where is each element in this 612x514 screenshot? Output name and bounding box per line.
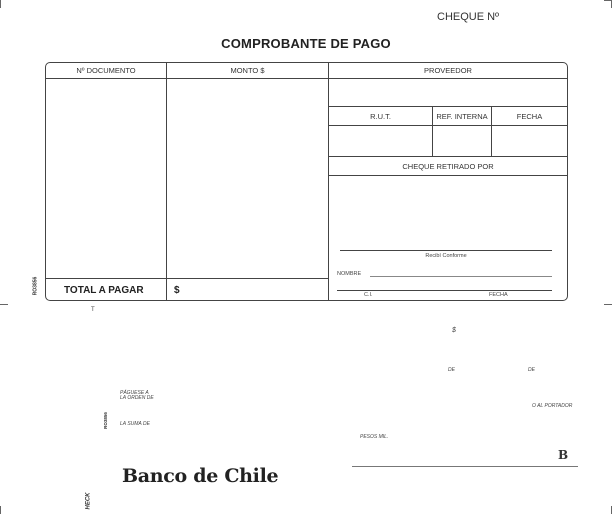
crop-mark bbox=[0, 506, 1, 514]
cheque-dollar-sign: $ bbox=[452, 327, 456, 334]
nombre-label: NOMBRE bbox=[337, 271, 362, 277]
recibi-conforme-label: Recibí Conforme bbox=[425, 253, 467, 259]
suma-label: LA SUMA DE bbox=[120, 421, 150, 427]
divider bbox=[329, 156, 567, 157]
column-header-rut: R.U.T. bbox=[370, 112, 391, 121]
crop-mark bbox=[0, 304, 8, 305]
divider bbox=[329, 125, 567, 126]
column-header-documento: Nº DOCUMENTO bbox=[76, 66, 136, 75]
divider bbox=[329, 106, 567, 107]
column-header-monto: MONTO $ bbox=[230, 66, 265, 75]
cheque-side-code: RO3856 bbox=[102, 412, 108, 429]
ci-label: C.I. bbox=[364, 292, 373, 298]
pesos-label: PESOS MIL. bbox=[360, 434, 389, 440]
payment-table bbox=[45, 62, 568, 301]
divider bbox=[166, 63, 167, 301]
paguese-label-line2: LA ORDEN DE bbox=[120, 395, 154, 401]
side-code: RO3856 bbox=[32, 276, 39, 296]
ci-fecha-line bbox=[337, 290, 552, 291]
column-header-proveedor: PROVEEDOR bbox=[424, 66, 472, 75]
crop-mark bbox=[604, 304, 612, 305]
cheque-retirado-label: CHEQUE RETIRADO POR bbox=[402, 162, 494, 171]
bank-logo-icon: B bbox=[558, 448, 569, 462]
crop-mark bbox=[0, 0, 1, 8]
divider bbox=[46, 278, 328, 279]
de-label: DE bbox=[448, 367, 455, 373]
al-portador-label: O AL PORTADOR bbox=[532, 403, 573, 409]
column-header-fecha: FECHA bbox=[516, 112, 543, 121]
total-label: TOTAL A PAGAR bbox=[64, 285, 144, 296]
paguese-label-line1: PÁGUESE A bbox=[120, 390, 149, 396]
bank-name: Banco de Chile bbox=[122, 465, 279, 487]
divider bbox=[329, 175, 567, 176]
page-title: COMPROBANTE DE PAGO bbox=[221, 36, 391, 51]
fecha-label: FECHA bbox=[489, 292, 508, 298]
side-word: HECK bbox=[85, 492, 92, 510]
signature-line bbox=[340, 250, 552, 251]
cheque-number-label: CHEQUE Nº bbox=[437, 11, 500, 23]
total-currency: $ bbox=[174, 285, 180, 296]
divider bbox=[46, 78, 567, 79]
tiny-mark: T bbox=[91, 307, 95, 313]
column-header-ref: REF. INTERNA bbox=[436, 112, 488, 121]
nombre-line bbox=[370, 276, 552, 277]
signature-line bbox=[352, 466, 578, 467]
divider bbox=[328, 63, 329, 301]
de-label: DE bbox=[528, 367, 535, 373]
